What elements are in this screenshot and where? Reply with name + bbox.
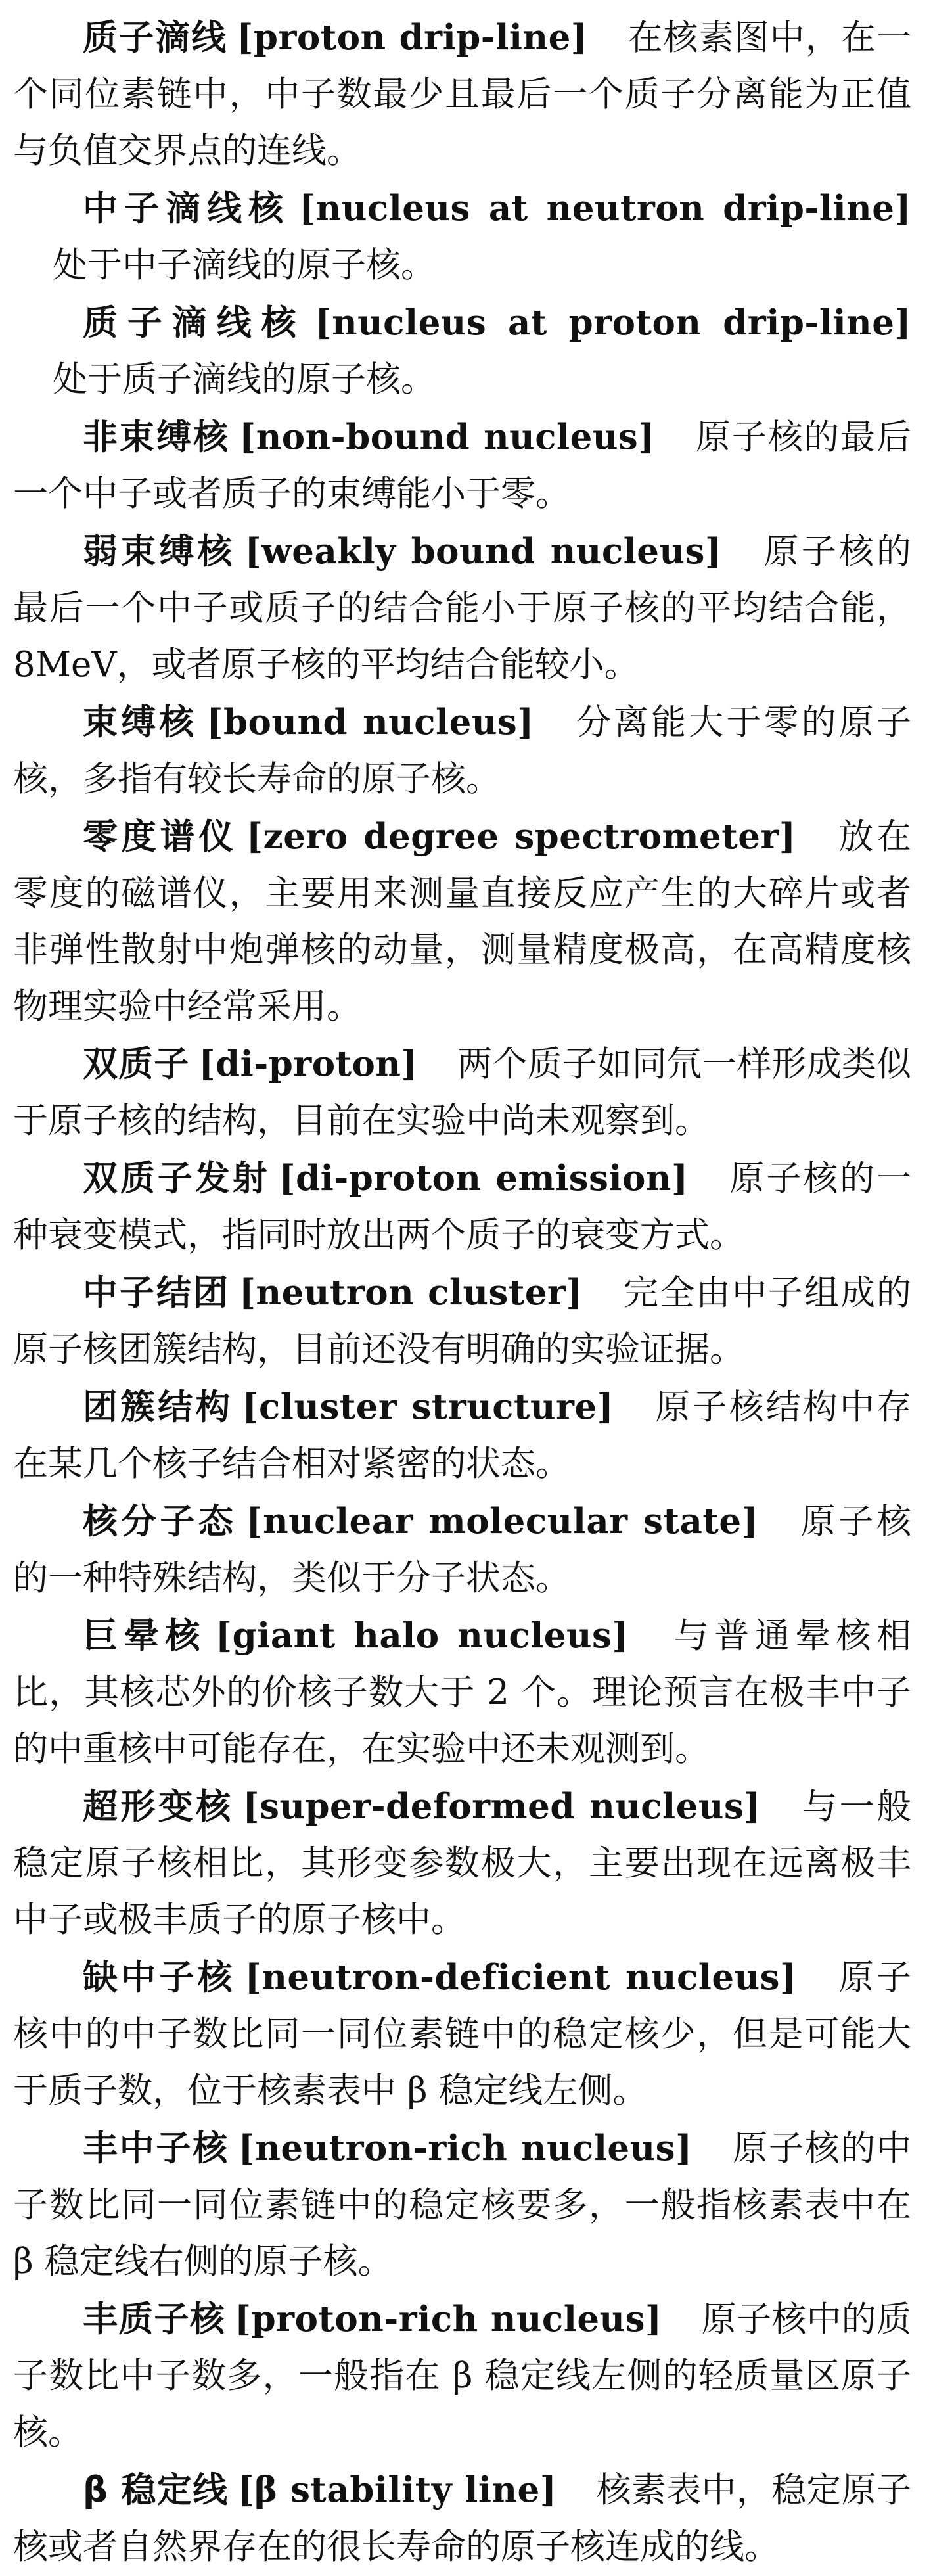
entry-definition: 分离能大于零的原子核，多指有较长寿命的原子核。 — [13, 702, 911, 799]
entry-definition: 原子核结构中存在某几个核子结合相对紧密的状态。 — [13, 1387, 912, 1484]
entry-english: [weakly bound nucleus] — [244, 531, 722, 572]
glossary-entry — [13, 1150, 911, 1264]
entry-definition: 放在零度的磁谱仪，主要用来测量直接反应产生的大碎片或者非弹性散射中炮弹核的动量，测量精度极高，在高精度核物理实验中经常采用。 — [13, 817, 912, 1026]
entry-definition: 与一般稳定原子核相比，其形变参数极大，主要出现在远离极丰中子或极丰质子的原子核中。 — [13, 1787, 912, 1940]
entry-english: [β stability line] — [237, 2470, 557, 2510]
glossary-entry — [13, 1493, 911, 1607]
entry-term: 核分子态 — [83, 1502, 237, 1542]
entry-english: [neutron cluster] — [238, 1272, 583, 1313]
entry-definition: 原子核中的中子数比同一同位素链中的稳定核少，但是可能大于质子数，位于核素表中 β 稳定线左侧。 — [13, 1958, 911, 2111]
entry-term: 丰中子核 — [83, 2128, 229, 2169]
entry-definition: 原子核中的质子数比中子数多，一般指在 β 稳定线左侧的轻质量区原子核。 — [13, 2299, 912, 2452]
entry-term: 团簇结构 — [83, 1387, 233, 1427]
entry-term: 弱束缚核 — [83, 532, 236, 572]
entry-definition: 处于中子滴线的原子核。 — [53, 245, 436, 285]
entry-term: 巨晕核 — [83, 1616, 207, 1656]
entry-english: [super-deformed nucleus] — [242, 1786, 761, 1827]
entry-definition: 处于质子滴线的原子核。 — [53, 359, 436, 400]
entry-definition: 原子核的一种衰变模式，指同时放出两个质子的衰变方式。 — [13, 1159, 912, 1255]
entry-definition: 原子核的中子数比同一同位素链中的稳定核要多，一般指核素表中在 β 稳定线右侧的原子核。 — [13, 2128, 912, 2282]
glossary-entry — [13, 523, 911, 694]
entry-english: [neutron-rich nucleus] — [238, 2128, 693, 2169]
glossary-entry — [13, 2120, 911, 2291]
glossary-entry — [13, 9, 911, 180]
entry-term: 中子滴线核 — [83, 189, 290, 229]
entry-term: 缺中子核 — [83, 1958, 236, 1998]
glossary-entry — [13, 409, 911, 523]
entry-term: 零度谱仪 — [83, 817, 238, 857]
glossary-entry — [13, 808, 911, 1036]
glossary-entry — [13, 1379, 911, 1493]
entry-definition: 两个质子如同氘一样形成类似于原子核的结构，目前在实验中尚未观察到。 — [13, 1044, 912, 1141]
entry-english: [neutron-deficient nucleus] — [244, 1957, 797, 1998]
entry-english: [giant halo nucleus] — [216, 1615, 629, 1656]
entry-english: [di-proton emission] — [279, 1158, 689, 1199]
entry-definition: 核素表中，稳定原子核或者自然界存在的很长寿命的原子核连成的线。 — [13, 2470, 912, 2567]
entry-english: [nuclear molecular state] — [246, 1501, 759, 1542]
entry-english: [cluster structure] — [242, 1387, 614, 1427]
entry-definition: 原子核的最后一个中子或质子的结合能小于原子核的平均结合能，8MeV，或者原子核的平均结合能较小。 — [13, 532, 912, 685]
entry-term: 超形变核 — [83, 1787, 234, 1827]
glossary-entry — [13, 1036, 911, 1150]
entry-definition: 原子核的最后一个中子或者质子的束缚能小于零。 — [13, 417, 912, 514]
entry-english: [bound nucleus] — [206, 702, 534, 743]
entry-english: [nucleus at proton drip-line] — [315, 302, 912, 343]
entry-definition: 原子核的一种特殊结构，类似于分子状态。 — [13, 1502, 911, 1598]
entry-term: 双质子 — [83, 1044, 190, 1084]
entry-english: [proton drip-line] — [237, 17, 588, 58]
entry-english: [nucleus at neutron drip-line] — [299, 188, 912, 229]
glossary-entry — [13, 1607, 911, 1778]
glossary-entry — [13, 180, 911, 294]
entry-definition: 与普通晕核相比，其核芯外的价核子数大于 2 个。理论预言在极丰中子的中重核中可能存在，在实验中还未观测到。 — [13, 1616, 912, 1769]
entry-term: 中子结团 — [83, 1273, 230, 1313]
entry-term: 丰质子核 — [83, 2299, 226, 2339]
entry-english: [di-proton] — [198, 1044, 419, 1084]
entry-english: [non-bound nucleus] — [239, 417, 655, 457]
entry-definition: 完全由中子组成的原子核团簇结构，目前还没有明确的实验证据。 — [13, 1273, 912, 1369]
entry-english: [proton-rich nucleus] — [235, 2299, 662, 2339]
entry-term: 非束缚核 — [83, 417, 231, 457]
glossary-entry — [13, 1949, 911, 2120]
glossary-entry — [13, 2291, 911, 2462]
entry-term: 质子滴线核 — [83, 303, 306, 343]
glossary-entry — [13, 1778, 911, 1949]
glossary-entry — [13, 694, 911, 808]
entry-english: [zero degree spectrometer] — [246, 816, 796, 857]
entry-term: 束缚核 — [83, 702, 198, 743]
entry-term: 质子滴线 — [83, 18, 228, 58]
entry-term: 双质子发射 — [83, 1159, 270, 1199]
glossary-entry — [13, 2462, 911, 2576]
entry-term: β 稳定线 — [83, 2470, 229, 2510]
glossary-entry — [13, 1264, 911, 1379]
glossary-entry — [13, 294, 911, 409]
entry-definition: 在核素图中，在一个同位素链中，中子数最少且最后一个质子分离能为正值与负值交界点的连线。 — [13, 18, 912, 171]
